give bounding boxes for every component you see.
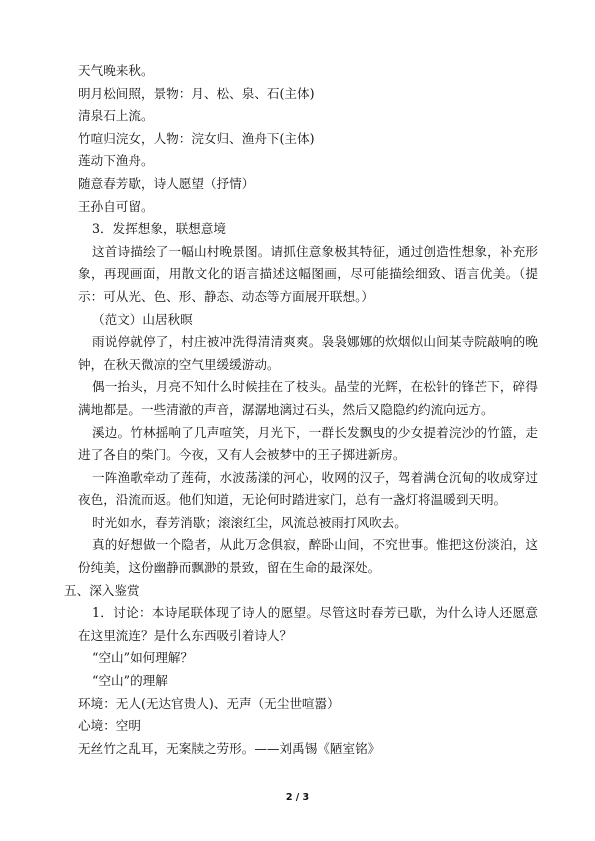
poem-line: 莲动下渔舟。	[78, 153, 154, 169]
poem-line: 清泉石上流。	[78, 108, 154, 124]
example-title: （范文）山居秋暝	[92, 311, 193, 327]
kongshan-title: “空山”的理解	[92, 673, 168, 689]
essay-paragraph: 雨说停就停了，村庄被冲洗得清清爽爽。袅袅娜娜的炊烟似山间某寺院敲响的晚钟，在秋天微凉的空气里缓缓游动。	[78, 334, 538, 372]
essay-paragraph: 一阵渔歌牵动了莲荷，水波荡漾的河心，收网的汉子，驾着满仓沉甸的收成穿过夜色，沿流而返。他们知道，无论何时踏进家门，总有一盏灯将温暖到天明。	[78, 469, 538, 508]
section-5-title: 五、深入鉴赏	[64, 582, 140, 598]
essay-paragraph: 偶一抬头，月亮不知什么时候挂在了枝头。晶莹的光辉，在松针的锋芒下，碎得满地都是。一些清澈的声音，潺潺地漓过石头，然后又隐隐约约流向远方。	[78, 379, 538, 417]
essay-paragraph: 时光如水，春芳消歇；滚滚红尘，风流总被雨打风吹去。	[92, 514, 407, 530]
section-3-body: 这首诗描绘了一幅山村晚景图。请抓住意象极其特征，通过创造性想象，补充形象，再现画面，用散文化的语言描述这幅图画，尽可能描绘细致、语言优美。（提示：可从光、色、形、静态、动态等方面展开联想。）	[78, 243, 538, 304]
poem-line: 天气晚来秋。	[78, 63, 154, 78]
essay-paragraph: 溪边。竹林摇响了几声喧笑，月光下，一群长发飘曳的少女提着浣沙的竹篮，走进了各自的柴门。今夜，又有人会被梦中的王子掷进新房。	[78, 424, 538, 463]
essay-paragraph: 真的好想做一个隐者，从此万念俱寂，醉卧山间，不究世事。惟把这份淡泊，这份纯美，这份幽静而飘渺的景致，留在生命的最深处。	[78, 537, 538, 576]
poem-line: 明月松间照，景物：月、松、泉、石(主体)	[78, 85, 315, 101]
page-number: 2 / 3	[285, 792, 310, 803]
discussion-question: 1．讨论：本诗尾联体现了诗人的愿望。尽管这时春芳已歇，为什么诗人还愿意在这里流连？是什么东西吸引着诗人？	[78, 605, 538, 643]
document-body	[64, 60, 538, 760]
mood-line: 心境：空明	[78, 718, 141, 734]
poem-line: 王孙自可留。	[78, 198, 154, 214]
poem-line: 竹喧归浣女，人物：浣女归、渔舟下(主体)	[78, 130, 315, 146]
poem-line: 随意春芳歇，诗人愿望（抒情）	[78, 175, 255, 191]
environment-line: 环境：无人(无达官贵人)、无声（无尘世喧嚣）	[78, 695, 340, 711]
section-3-title: 3．发挥想象，联想意境	[92, 221, 226, 237]
quote-line: 无丝竹之乱耳，无案牍之劳形。——刘禹锡《陋室铭》	[78, 740, 381, 756]
kongshan-question: “空山”如何理解？	[92, 650, 194, 666]
